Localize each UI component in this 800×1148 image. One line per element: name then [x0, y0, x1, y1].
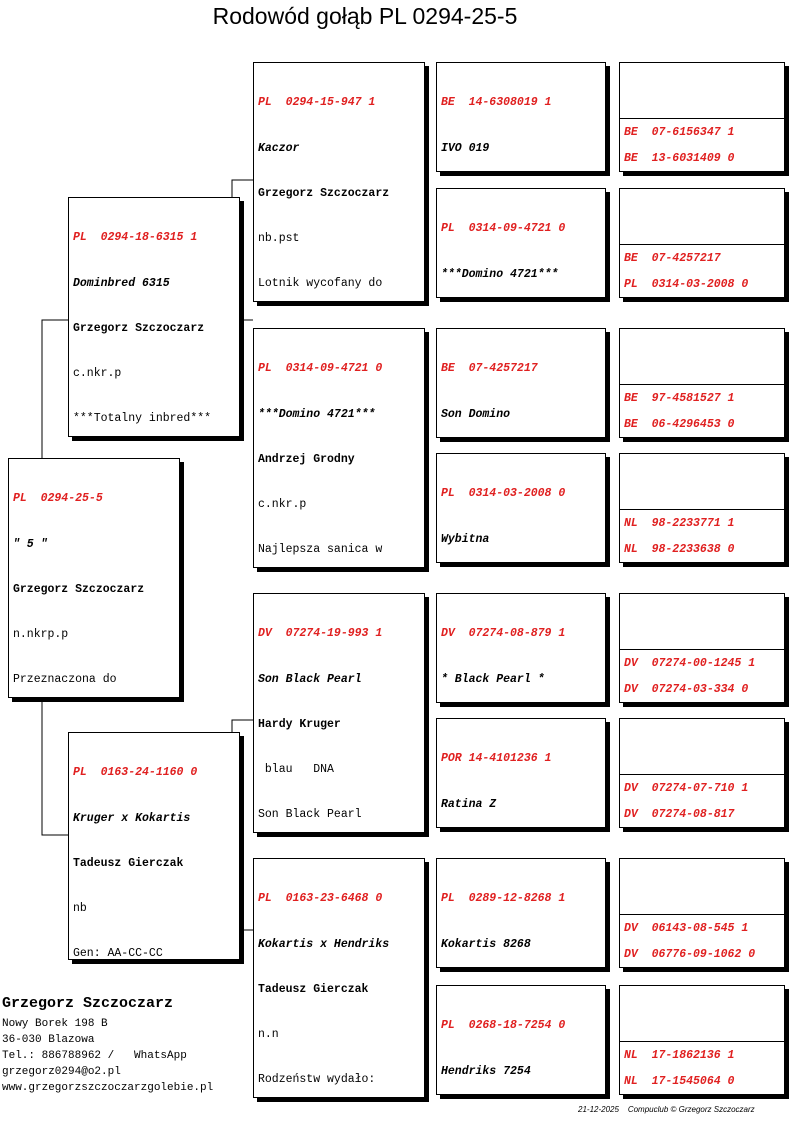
pigeon-name: Ratina Z	[441, 798, 497, 811]
pedigree-card-grandmother-maternal	[253, 858, 425, 1098]
ring-number: PL 0294-18-6315 1	[73, 231, 198, 244]
info-line: Najlepsza sanica w	[258, 543, 383, 556]
ring-number: BE 13-6031409 0	[624, 152, 735, 165]
info-line: blau DNA	[258, 763, 334, 776]
pigeon-name	[624, 562, 780, 563]
pedigree-card-gen3-5	[436, 593, 606, 703]
info-line: Lotnik wycofany do	[258, 277, 383, 290]
owner-name: Hardy Kruger	[258, 718, 341, 731]
info-line: Gen: AA-CC-CC	[73, 947, 163, 960]
ring-number: BE 07-6156347 1	[624, 126, 735, 139]
breeder-contact-block	[2, 995, 213, 1096]
pedigree-card-gen3-6	[436, 718, 606, 828]
ring-number: NL 98-2233638 0	[624, 543, 735, 556]
pigeon-name: Wybitna	[441, 533, 490, 546]
ring-number: NL 17-1545064 0	[624, 1075, 735, 1088]
owner-name: Tadeusz Gierczak	[73, 857, 184, 870]
pedigree-card-gen4-pair-4	[619, 453, 785, 563]
ring-number: PL 0314-03-2008 0	[441, 487, 566, 500]
ring-number: PL 0314-09-4721 0	[258, 362, 383, 375]
ring-number: PL 0314-09-4721 0	[441, 222, 566, 235]
breeder-address-line: Nowy Borek 198 B	[2, 1018, 108, 1030]
breeder-email[interactable]: grzegorz0294@o2.pl	[2, 1066, 121, 1078]
info-line: n.n	[258, 1028, 279, 1041]
info-line: nb	[73, 902, 87, 915]
info-line: c.nkr.p	[258, 498, 307, 511]
info-line: Przeznaczona do	[13, 673, 117, 686]
pigeon-name	[624, 1094, 780, 1095]
ring-number: DV 07274-00-1245 1	[624, 657, 756, 670]
breeder-website[interactable]: www.grzegorzszczoczarzgolebie.pl	[2, 1082, 214, 1094]
ring-number: BE 06-4296453 0	[624, 418, 735, 431]
pedigree-card-grandmother-paternal	[253, 328, 425, 568]
pigeon-name: IVO 019	[441, 142, 490, 155]
print-date: 21-12-2025	[578, 1105, 619, 1114]
pedigree-card-gen3-2	[436, 188, 606, 298]
ring-number: PL 0294-15-947 1	[258, 96, 376, 109]
pedigree-card-gen4-pair-5	[619, 593, 785, 703]
info-line: n.nkrp.p	[13, 628, 69, 641]
pigeon-name: ***Domino 4721***	[441, 268, 559, 281]
pedigree-card-subject	[8, 458, 180, 698]
connector-subject-mother	[42, 700, 68, 835]
owner-name: Grzegorz Szczoczarz	[258, 187, 390, 200]
ring-number: DV 07274-08-879 1	[441, 627, 566, 640]
pedigree-card-gen3-8	[436, 985, 606, 1095]
owner-name: Grzegorz Szczoczarz	[73, 322, 205, 335]
pedigree-card-gen4-pair-7	[619, 858, 785, 968]
pedigree-card-gen3-4	[436, 453, 606, 563]
ring-number: PL 0289-12-8268 1	[441, 892, 566, 905]
pigeon-name	[624, 171, 780, 172]
pedigree-card-gen4-pair-1	[619, 62, 785, 172]
ring-number: DV 07274-03-334 0	[624, 683, 749, 696]
info-line: ***Totalny inbred***	[73, 412, 212, 425]
ring-number: PL 0163-23-6468 0	[258, 892, 383, 905]
pigeon-name: Kaczor	[258, 142, 300, 155]
ring-number: DV 06776-09-1062 0	[624, 948, 756, 961]
breeder-address-line: 36-030 Blazowa	[2, 1034, 95, 1046]
footer	[578, 1105, 755, 1114]
ring-number: DV 07274-19-993 1	[258, 627, 383, 640]
pigeon-name: Kokartis 8268	[441, 938, 531, 951]
pigeon-name: Kokartis x Hendriks	[258, 938, 390, 951]
breeder-name: Grzegorz Szczoczarz	[2, 995, 174, 1012]
pedigree-card-gen3-7	[436, 858, 606, 968]
pedigree-card-gen4-pair-6	[619, 718, 785, 828]
pedigree-card-father	[68, 197, 240, 437]
pedigree-card-grandfather-paternal	[253, 62, 425, 302]
info-line: c.nkr.p	[73, 367, 122, 380]
ring-number: NL 17-1862136 1	[624, 1049, 735, 1062]
pigeon-name: Hendriks 7254	[441, 1065, 531, 1078]
ring-number: BE 14-6308019 1	[441, 96, 552, 109]
pigeon-name: * Black Pearl *	[441, 673, 545, 686]
pedigree-card-grandfather-maternal	[253, 593, 425, 833]
pedigree-card-gen3-3	[436, 328, 606, 438]
ring-number: NL 98-2233771 1	[624, 517, 735, 530]
pigeon-name	[624, 297, 780, 298]
info-line: Rodzeństw wydało:	[258, 1073, 376, 1086]
pigeon-name: ***Domino 4721***	[258, 408, 376, 421]
pigeon-name: Son Black Pearl	[258, 673, 362, 686]
ring-number: BE 07-4257217	[441, 362, 538, 375]
pigeon-name	[624, 437, 780, 438]
pedigree-card-gen4-pair-2	[619, 188, 785, 298]
owner-name: Andrzej Grodny	[258, 453, 355, 466]
owner-name: Tadeusz Gierczak	[258, 983, 369, 996]
info-line: Son Black Pearl	[258, 808, 362, 821]
pigeon-name	[624, 702, 780, 703]
ring-number: PL 0314-03-2008 0	[624, 278, 749, 291]
ring-number: BE 97-4581527 1	[624, 392, 735, 405]
pedigree-card-mother	[68, 732, 240, 960]
pigeon-name: Dominbred 6315	[73, 277, 170, 290]
ring-number: BE 07-4257217	[624, 252, 721, 265]
connector-subject-father	[42, 320, 68, 458]
pedigree-card-gen3-1	[436, 62, 606, 172]
program-credit: Compuclub © Grzegorz Szczoczarz	[627, 1105, 755, 1114]
pedigree-card-gen4-pair-3	[619, 328, 785, 438]
pigeon-name: Kruger x Kokartis	[73, 812, 191, 825]
info-line: nb.pst	[258, 232, 300, 245]
page-title: Rodowód gołąb PL 0294-25-5	[212, 3, 518, 29]
pigeon-name: Son Domino	[441, 408, 511, 421]
breeder-phone: Tel.: 886788962 / WhatsApp	[2, 1050, 187, 1062]
ring-number: DV 07274-07-710 1	[624, 782, 749, 795]
pigeon-name	[624, 967, 780, 968]
ring-number: POR 14-4101236 1	[441, 752, 552, 765]
ring-number: DV 06143-08-545 1	[624, 922, 749, 935]
ring-number: PL 0268-18-7254 0	[441, 1019, 566, 1032]
ring-number: DV 07274-08-817	[624, 808, 735, 821]
owner-name: Grzegorz Szczoczarz	[13, 583, 145, 596]
ring-number: PL 0163-24-1160 0	[73, 766, 198, 779]
ring-number: PL 0294-25-5	[13, 492, 103, 505]
pigeon-name: " 5 "	[13, 538, 48, 551]
pedigree-card-gen4-pair-8	[619, 985, 785, 1095]
pigeon-name	[624, 827, 780, 828]
